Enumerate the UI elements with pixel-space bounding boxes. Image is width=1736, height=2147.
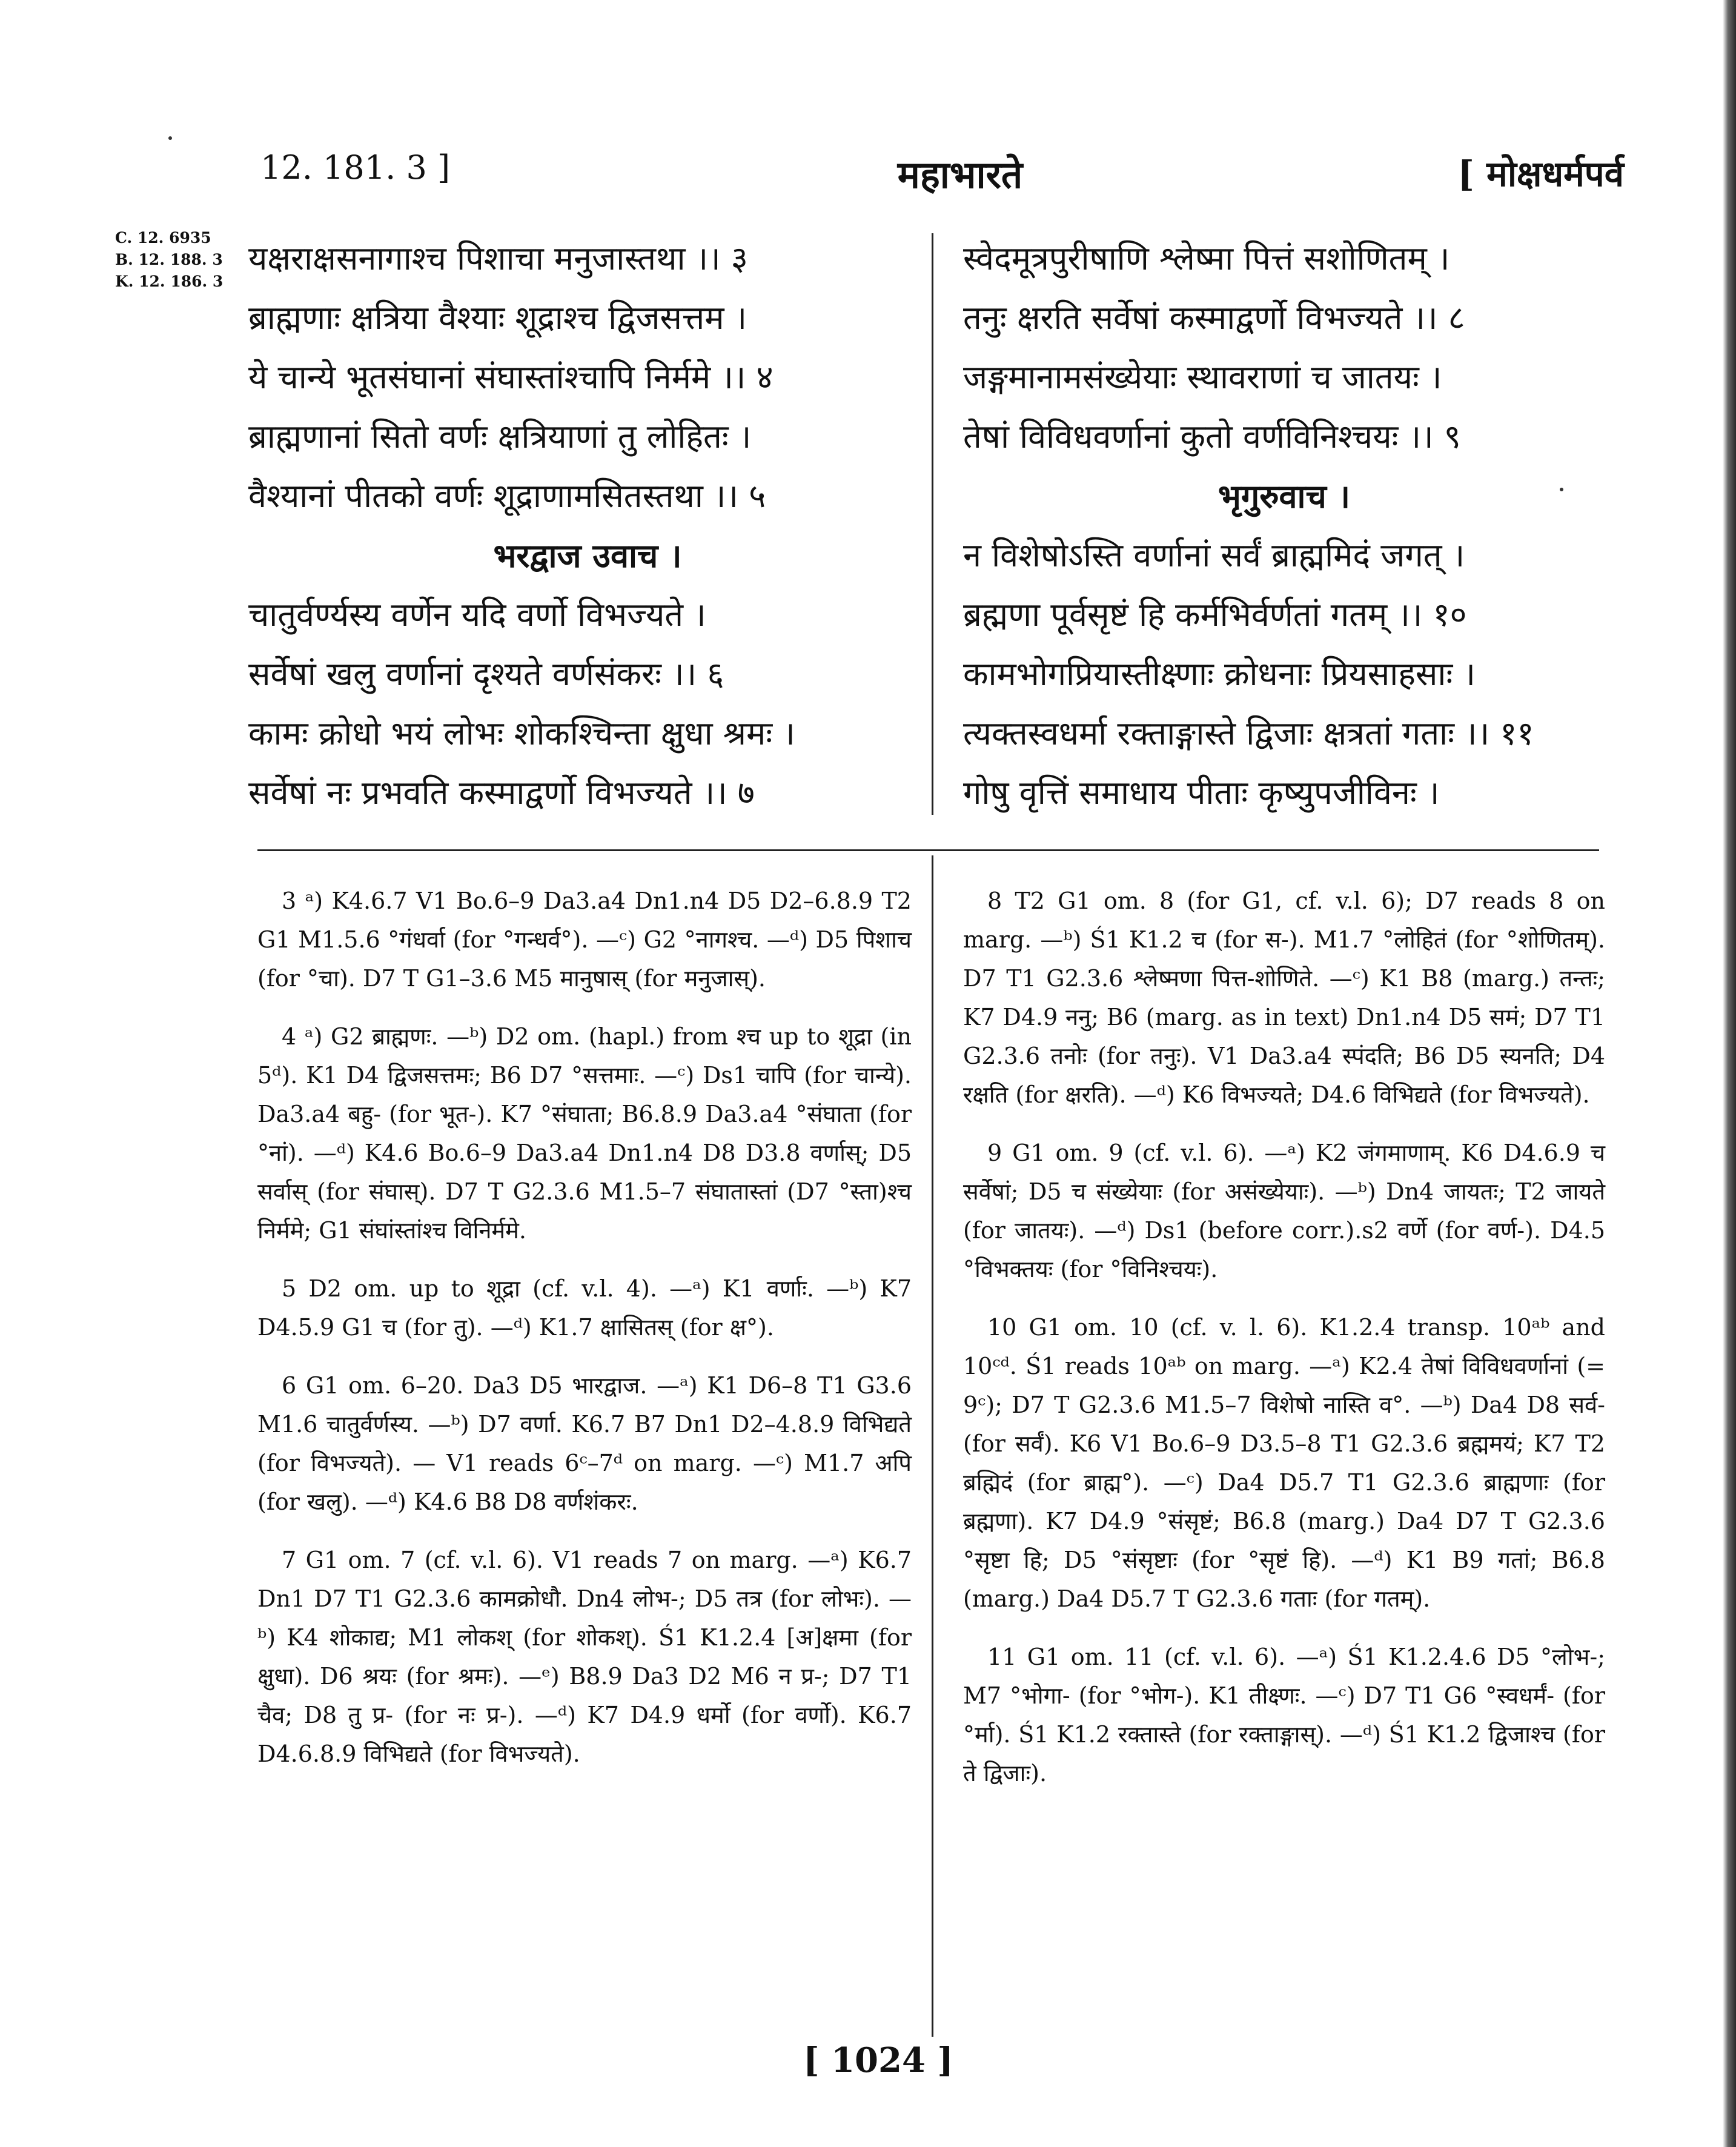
verse-line: ब्राह्मणानां सितो वर्णः क्षत्रियाणां तु लोहितः । (248, 417, 752, 456)
column-divider (932, 233, 933, 815)
verse-line: तनुः क्षरति सर्वेषां कस्माद्वर्णो विभज्यते ।। ८ (963, 299, 1465, 337)
concordance-c: C. 12. 6935 (115, 229, 211, 247)
speaker-heading: भरद्वाज उवाच । (493, 536, 682, 575)
verse-line: तेषां विविधवर्णानां कुतो वर्णविनिश्चयः ।। ९ (963, 417, 1461, 456)
concordance-references (115, 227, 223, 293)
section-divider (257, 849, 1599, 851)
verse-line: गोषु वृत्तिं समाधाय पीताः कृष्युपजीविनः । (963, 774, 1440, 812)
header-title: महाभारते (897, 153, 1023, 197)
critical-note: 8 T2 G1 om. 8 (for G1, cf. v.l. 6); D7 reads 8 on marg. —ᵇ) Ś1 K1.2 च (for स-). M1.7 °लोहितं (for °शोणितम्). D7 T1 G2.3.6 श्लेष्मणा पित्त-शोणिते. —ᶜ) K1 B8 (marg.) तन्तः; K7 D4.9 ननु; B6 (marg. as in text) Dn1.n4 D5 समं; D7 T1 G2.3.6 तनोः (for तनुः). V1 Da3.a4 स्पंदति; B6 D5 स्यनति; D4 रक्षति (for क्षरति). —ᵈ) K6 विभज्यते; D4.6 विभिद्यते (for विभज्यते). (963, 888, 1605, 1108)
verse-line: ब्रह्मणा पूर्वसृष्टं हि कर्मभिर्वर्णतां गतम् ।। १० (963, 596, 1467, 634)
verse-line: सर्वेषां नः प्रभवति कस्माद्वर्णो विभज्यते ।। ७ (248, 774, 755, 812)
scan-speck (1560, 488, 1563, 491)
critical-note: 7 G1 om. 7 (cf. v.l. 6). V1 reads 7 on marg. —ᵃ) K6.7 Dn1 D7 T1 G2.3.6 कामक्रोधौ. Dn4 लोभ-; D5 तत्र (for लोभः). —ᵇ) K4 शोकाद्य; M1 लोकश् (for शोकश्). Ś1 K1.2.4 [अ]क्षमा (for क्षुधा). D6 श्रयः (for श्रमः). —ᵉ) B8.9 Da3 D2 M6 न प्र-; D7 T1 चैव; D8 तु प्र- (for नः प्र-). —ᵈ) K7 D4.9 धर्मो (for वर्णो). K6.7 D4.6.8.9 विभिद्यते (for विभज्यते). (257, 1547, 912, 1767)
verse-column-right (963, 229, 1605, 823)
notes-column-right (963, 881, 1605, 1812)
notes-column-left (257, 881, 912, 1793)
notes-column-divider (932, 855, 933, 2037)
critical-note: 3 ᵃ) K4.6.7 V1 Bo.6–9 Da3.a4 Dn1.n4 D5 D2–6.8.9 T2 G1 M1.5.6 °गंधर्वा (for °गन्धर्व°). —ᶜ) G2 °नागश्च. —ᵈ) D5 पिशाच (for °चा). D7 T G1–3.6 M5 मानुषास् (for मनुजास्). (257, 888, 912, 992)
concordance-k: K. 12. 186. 3 (115, 273, 224, 290)
page-number: [ 1024 ] (803, 2040, 953, 2080)
verse-line: वैश्यानां पीतको वर्णः शूद्राणामसितस्तथा ।। ५ (248, 477, 766, 515)
concordance-b: B. 12. 188. 3 (115, 251, 223, 268)
critical-note: 4 ᵃ) G2 ब्राह्मणः. —ᵇ) D2 om. (hapl.) from श्च up to शूद्रा (in 5ᵈ). K1 D4 द्विजसत्तमः; B6 D7 °सत्तमाः. —ᶜ) Ds1 चापि (for चान्ये). Da3.a4 बहु- (for भूत-). K7 °संघाता; B6.8.9 Da3.a4 °संघाता (for °नां). —ᵈ) K4.6 Bo.6–9 Da3.a4 Dn1.n4 D8 D3.8 वर्णास्; D5 सर्वास् (for संघास्). D7 T G2.3.6 M1.5–7 संघातास्तां (D7 °स्ता)श्च निर्ममे; G1 संघांस्तांश्च विनिर्ममे. (257, 1023, 912, 1244)
header-section: [ मोक्षधर्मपर्व (1457, 153, 1624, 194)
critical-note: 11 G1 om. 11 (cf. v.l. 6). —ᵃ) Ś1 K1.2.4.6 D5 °लोभ-; M7 °भोगा- (for °भोग-). K1 तीक्ष्णः. —ᶜ) D7 T1 G6 °स्वधर्मं- (for °र्मा). Ś1 K1.2 रक्तास्ते (for रक्ताङ्गास्). —ᵈ) Ś1 K1.2 द्विजाश्च (for ते द्विजाः). (963, 1644, 1605, 1787)
verse-line: सर्वेषां खलु वर्णानां दृश्यते वर्णसंकरः ।। ६ (248, 655, 724, 693)
verse-line: यक्षराक्षसनागाश्च पिशाचा मनुजास्तथा ।। ३ (248, 239, 748, 277)
critical-note: 6 G1 om. 6–20. Da3 D5 भारद्वाज. —ᵃ) K1 D6–8 T1 G3.6 M1.6 चातुर्वर्णस्य. —ᵇ) D7 वर्णा. K6.7 B7 Dn1 D2–4.8.9 विभिद्यते (for विभज्यते). — V1 reads 6ᶜ–7ᵈ on marg. —ᶜ) M1.7 अपि (for खलु). —ᵈ) K4.6 B8 D8 वर्णशंकरः. (257, 1372, 912, 1515)
verse-line: जङ्गमानामसंख्येयाः स्थावराणां च जातयः । (963, 358, 1442, 396)
scan-speck (168, 136, 172, 140)
verse-line: चातुर्वर्ण्यस्य वर्णेन यदि वर्णो विभज्यते । (248, 596, 706, 634)
verse-line: स्वेदमूत्रपुरीषाणि श्लेष्मा पित्तं सशोणितम् । (963, 239, 1450, 277)
verse-line: कामभोगप्रियास्तीक्ष्णाः क्रोधनाः प्रियसाहसाः । (963, 655, 1476, 693)
scan-edge (1723, 0, 1736, 2147)
verse-line: कामः क्रोधो भयं लोभः शोकश्चिन्ता क्षुधा श्रमः । (248, 714, 795, 752)
header-reference: 12. 181. 3 ] (260, 148, 451, 187)
verse-column-left (248, 229, 927, 823)
verse-line: ये चान्ये भूतसंघानां संघास्तांश्चापि निर्ममे ।। ४ (248, 358, 774, 396)
critical-note: 9 G1 om. 9 (cf. v.l. 6). —ᵃ) K2 जंगमाणाम्. K6 D4.6.9 च सर्वेषां; D5 च संख्येयाः (for असंख्येयाः). —ᵇ) Dn4 जायतः; T2 जायते (for जातयः). —ᵈ) Ds1 (before corr.).s2 वर्णे (for वर्ण-). D4.5 °विभक्तयः (for °विनिश्चयः). (963, 1140, 1605, 1283)
speaker-heading: भृगुरुवाच । (1218, 477, 1351, 516)
verse-line: त्यक्तस्वधर्मा रक्ताङ्गास्ते द्विजाः क्षत्रतां गताः ।। ११ (963, 714, 1534, 752)
critical-note: 5 D2 om. up to शूद्रा (cf. v.l. 4). —ᵃ) K1 वर्णाः. —ᵇ) K7 D4.5.9 G1 च (for तु). —ᵈ) K1.7 क्षासितस् (for क्ष°). (257, 1275, 912, 1341)
critical-note: 10 G1 om. 10 (cf. v. l. 6). K1.2.4 transp. 10ᵃᵇ and 10ᶜᵈ. Ś1 reads 10ᵃᵇ on marg. —ᵃ) K2.4 तेषां विविधवर्णानां (= 9ᶜ); D7 T G2.3.6 M1.5–7 विशेषो नास्ति व°. —ᵇ) Da4 D8 सर्व- (for सर्वं). K6 V1 Bo.6–9 D3.5–8 T1 G2.3.6 ब्रह्ममयं; K7 T2 ब्रह्मिदं (for ब्राह्म°). —ᶜ) Da4 D5.7 T1 G2.3.6 ब्राह्मणाः (for ब्रह्मणा). K7 D4.9 °संसृष्टं; B6.8 (marg.) Da4 D7 T G2.3.6 °सृष्टा हि; D5 °संसृष्टाः (for °सृष्टं हि). —ᵈ) K1 B9 गतां; B6.8 (marg.) Da4 D5.7 T G2.3.6 गताः (for गतम्). (963, 1314, 1605, 1612)
verse-line: ब्राह्मणाः क्षत्रिया वैश्याः शूद्राश्च द्विजसत्तम । (248, 299, 747, 337)
verse-line: न विशेषोऽस्ति वर्णानां सर्वं ब्राह्ममिदं जगत् । (963, 536, 1465, 574)
